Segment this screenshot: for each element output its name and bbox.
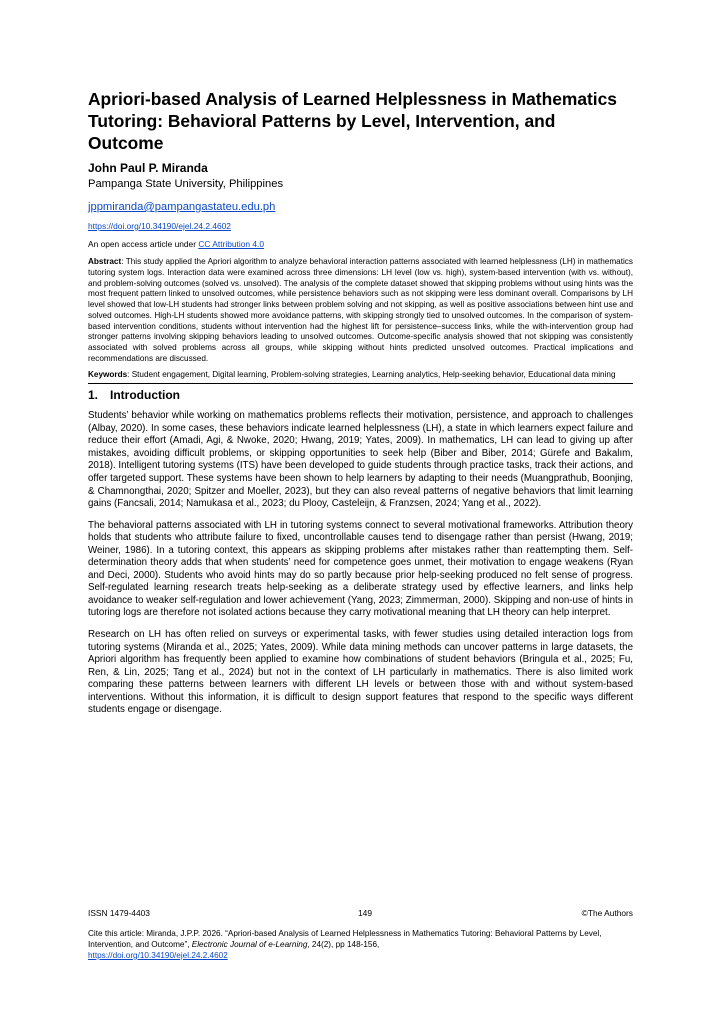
abstract (88, 257, 633, 365)
section-heading (88, 388, 633, 403)
keywords-text: : Student engagement, Digital learning, Problem-solving strategies, Learning analytics, Help-seeking behavior, Educational data mining (127, 369, 616, 379)
license-note (88, 239, 633, 250)
issn: ISSN 1479-4403 (88, 908, 150, 918)
abstract-text: : This study applied the Apriori algorithm to analyze behavioral interaction patterns associated with learned helplessness (LH) in mathematics tutoring system logs. Interaction data were examined across three dimensions: LH level (low vs. high), system-based intervention (with vs. without), and problem-solving outcomes (solved vs. unsolved). The analysis of the complete dataset showed that skipping problems without using hints was the most frequent pattern linked to unsolved outcomes, while persistence behaviors such as not skipping were less dominant overall. Comparisons by LH level showed that low-LH students had stronger links between problem solving and not skipping, as well as positive associations between hint use and solved outcomes. High-LH students showed more avoidance patterns, with skipping strongly tied to unsolved outcomes. In the comparison of system-based intervention conditions, students without intervention had the highest lift for persistence–success links, while the with-intervention group had stronger patterns involving skipping behaviors leading to unsolved outcomes. Outcome-specific analysis showed that not skipping was consistently associated with solved problems across all groups, while skipping without hints predicted unsolved outcomes. Practical implications and recommendations are discussed. (88, 257, 633, 363)
license-link[interactable]: CC Attribution 4.0 (198, 239, 264, 249)
section-divider (88, 383, 633, 384)
article-title: Apriori-based Analysis of Learned Helplessness in Mathematics Tutoring: Behavioral Patterns by Level, Intervention, and Outcome (88, 89, 617, 153)
page-number: 149 (358, 908, 372, 918)
body-paragraph: The behavioral patterns associated with LH in tutoring systems connect to several motivational frameworks. Attribution theory holds that students who attribute failure to fixed, uncontrollable causes tend to disengage rather than persist (Hwang, 2019; Weiner, 1986). In a tutoring context, this appears as skipping problems after mistakes rather than reattempting them. Self-determination theory adds that when students’ need for competence goes unmet, their motivation to engage weakens (Ryan and Deci, 2000). Students who avoid hints may do so partly because prior help-seeking produced no felt sense of progress. Self-regulated learning research treats help-seeking as a deliberate strategy used by effective learners, and links help avoidance to weaker self-regulation and lower achievement (Yang, 2023; Zimmerman, 2000). Skipping and non-use of hints in tutoring logs are therefore not isolated actions because they carry motivational meaning that LH theory can help interpret. (88, 519, 633, 619)
author-email-link[interactable]: jppmiranda@pampangastateu.edu.ph (88, 201, 276, 213)
section-title: Introduction (110, 388, 180, 403)
keywords-label: Keywords (88, 369, 128, 379)
author-affiliation: Pampanga State University, Philippines (88, 178, 284, 190)
abstract-label: Abstract (88, 257, 122, 266)
citation-text: Cite this article: Miranda, J.P.P. 2026. “Apriori-based Analysis of Learned Helplessness in Mathematics Tutoring: Behavioral Patterns by Level, Intervention, and Outcome”, (88, 929, 602, 949)
article-page (88, 88, 633, 726)
license-prefix: An open access article under (88, 239, 199, 249)
doi-link[interactable]: https://doi.org/10.34190/ejel.24.2.4602 (88, 221, 231, 231)
keywords (88, 370, 633, 381)
footer-row (88, 908, 633, 920)
citation-volume: , 24(2), pp 148-156, (307, 939, 380, 949)
copyright: ©The Authors (581, 908, 633, 918)
body-paragraph: Students’ behavior while working on mathematics problems reflects their motivation, persistence, and approach to challenges (Albay, 2020). In some cases, these behaviors indicate learned helplessness (LH), a state in which learners expect failure and reduce their effort (Amadi, Agi, & Nwoke, 2020; Hwang, 2019; Yates, 2009). In mathematics, LH can lead to giving up after mistakes, avoiding difficult problems, or skipping opportunities to seek help (Biber and Biber, 2014; Gürefe and Bakalım, 2018). Intelligent tutoring systems (ITS) have been developed to guide students through practice tasks, track their actions, and offer targeted support. These systems have been shown to help learners by adapting to their needs (Muangprathub, Boonjing, & Chamnongthai, 2020; Spitzer and Moeller, 2023), but they can also reveal patterns of negative behaviors that limit learning gains (Fancsali, 2014; Namukasa et al., 2023; du Plooy, Casteleijn, & Franzsen, 2024; Yang et al., 2022). (88, 410, 633, 510)
author-name: John Paul P. Miranda (88, 161, 208, 175)
page-footer (88, 908, 633, 961)
citation-doi-link[interactable]: https://doi.org/10.34190/ejel.24.2.4602 (88, 950, 228, 960)
journal-name: Electronic Journal of e-Learning (191, 939, 308, 949)
body-paragraph: Research on LH has often relied on surveys or experimental tasks, with fewer studies using detailed interaction logs from tutoring systems (Miranda et al., 2025; Yates, 2009). While data mining methods can uncover patterns in large datasets, the Apriori algorithm has frequently been applied to examine how combinations of student behaviors (Bringula et al., 2025; Fu, Ren, & Lin, 2025; Tang et al., 2024) but not in the context of LH particularly in mathematics. There is also limited work comparing these patterns between learners with different LH levels or between those with and without system-based interventions. Without this information, it is difficult to design support features that respond to the specific ways different students engage or disengage. (88, 629, 633, 716)
section-number: 1. (88, 388, 99, 403)
citation (88, 929, 633, 961)
